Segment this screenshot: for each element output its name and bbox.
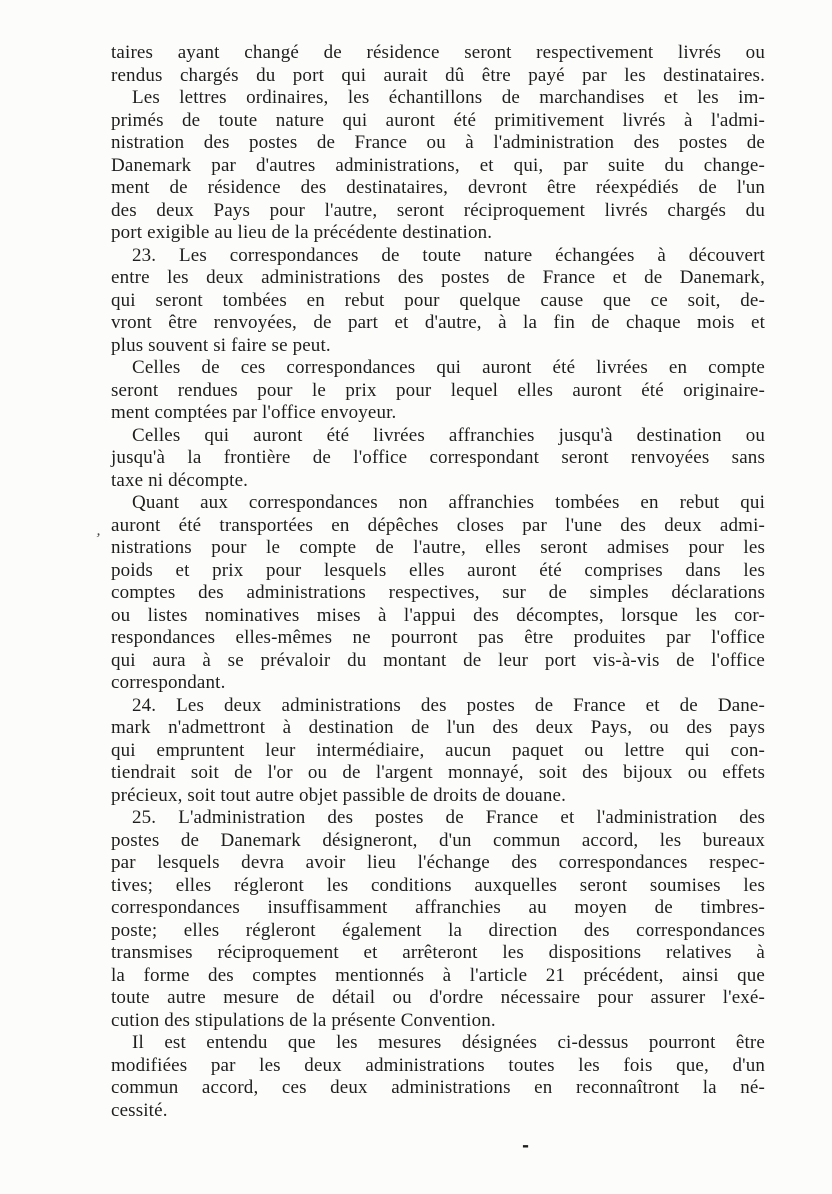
text-line: cessité.: [111, 1099, 168, 1121]
text-line: taxe ni décompte.: [111, 469, 249, 491]
text-line: nistration des postes de France ou à l'administration des postes de: [111, 132, 765, 153]
paragraph: [111, 425, 765, 493]
paragraph: [111, 492, 765, 695]
text-column: [111, 42, 765, 1122]
scan-artifact-mark: ,: [95, 521, 103, 540]
text-line: commun accord, ces deux administrations en reconnaîtront la né-: [111, 1077, 765, 1098]
text-line: taires ayant changé de résidence seront respectivement livrés ou: [111, 42, 765, 63]
text-line: qui empruntent leur intermédiaire, aucun paquet ou lettre qui con-: [111, 739, 765, 761]
text-line: primés de toute nature qui auront été primitivement livrés à l'admi-: [111, 109, 765, 131]
text-line: Quant aux correspondances non affranchies tombées en rebut qui: [132, 492, 765, 513]
paragraph: [111, 807, 765, 1032]
text-line: modifiées par les deux administrations toutes les fois que, d'un: [111, 1054, 765, 1076]
paragraph: [111, 695, 765, 808]
text-line: postes de Danemark désigneront, d'un commun accord, les bureaux: [111, 829, 765, 851]
text-line: des deux Pays pour l'autre, seront réciproquement livrés chargés du: [111, 199, 765, 221]
text-line: mark n'admettront à destination de l'un des deux Pays, ou des pays: [111, 717, 765, 738]
text-line: cution des stipulations de la présente Convention.: [111, 1009, 496, 1031]
text-line: poste; elles régleront également la direction des correspondances: [111, 919, 765, 941]
paragraph: [111, 357, 765, 425]
text-line: Danemark par d'autres administrations, et qui, par suite du change-: [111, 154, 765, 176]
text-line: jusqu'à la frontière de l'office correspondant seront renvoyées sans: [111, 447, 765, 468]
text-line: la forme des comptes mentionnés à l'article 21 précédent, ainsi que: [111, 964, 765, 986]
text-line: port exigible au lieu de la précédente destination.: [111, 222, 493, 243]
text-line: par lesquels devra avoir lieu l'échange des correspondances respec-: [111, 852, 765, 873]
text-line: seront rendues pour le prix pour lequel elles auront été originaire-: [111, 379, 765, 401]
text-line: auront été transportées en dépêches closes par l'une des deux admi-: [111, 514, 765, 536]
text-line: Il est entendu que les mesures désignées ci-dessus pourront être: [132, 1032, 765, 1053]
text-line: nistrations pour le compte de l'autre, elles seront admises pour les: [111, 537, 765, 558]
text-line: précieux, soit tout autre objet passible de droits de douane.: [111, 784, 567, 806]
text-line: 25. L'administration des postes de France et l'administration des: [132, 807, 765, 828]
text-line: transmises réciproquement et arrêteront les dispositions relatives à: [111, 942, 765, 963]
text-line: qui aura à se prévaloir du montant de leur port vis-à-vis de l'office: [111, 649, 765, 671]
text-line: vront être renvoyées, de part et d'autre, à la fin de chaque mois et: [111, 312, 765, 333]
text-line: respondances elles-mêmes ne pourront pas être produites par l'office: [111, 627, 765, 648]
paragraph: [111, 87, 765, 245]
text-line: ment comptées par l'office envoyeur.: [111, 402, 397, 423]
paragraph: [111, 245, 765, 358]
text-line: rendus chargés du port qui aurait dû être payé par les destinataires.: [111, 64, 765, 86]
text-line: Celles qui auront été livrées affranchies jusqu'à destination ou: [132, 424, 765, 446]
text-line: poids et prix pour lesquels elles auront été comprises dans les: [111, 559, 765, 581]
text-line: 23. Les correspondances de toute nature échangées à découvert: [132, 244, 765, 266]
paragraph: [111, 1032, 765, 1122]
page-footer-mark: -: [522, 1136, 530, 1156]
paragraph: [111, 42, 765, 87]
text-line: ou listes nominatives mises à l'appui des décomptes, lorsque les cor-: [111, 604, 765, 626]
text-line: qui seront tombées en rebut pour quelque cause que ce soit, de-: [111, 289, 765, 311]
text-line: toute autre mesure de détail ou d'ordre nécessaire pour assurer l'exé-: [111, 987, 765, 1008]
text-line: comptes des administrations respectives, sur de simples déclarations: [111, 582, 765, 603]
text-line: 24. Les deux administrations des postes de France et de Dane-: [132, 694, 765, 716]
text-line: correspondances insuffisamment affranchies au moyen de timbres-: [111, 897, 765, 918]
text-line: entre les deux administrations des postes de France et de Danemark,: [111, 267, 765, 288]
text-line: Les lettres ordinaires, les échantillons de marchandises et les im-: [132, 87, 765, 108]
text-line: ment de résidence des destinataires, devront être réexpédiés de l'un: [111, 177, 765, 198]
text-line: tives; elles régleront les conditions auxquelles seront soumises les: [111, 874, 765, 896]
text-line: tiendrait soit de l'or ou de l'argent monnayé, soit des bijoux ou effets: [111, 762, 765, 783]
text-line: Celles de ces correspondances qui auront été livrées en compte: [132, 357, 765, 378]
text-line: plus souvent si faire se peut.: [111, 334, 331, 356]
text-line: correspondant.: [111, 672, 226, 693]
